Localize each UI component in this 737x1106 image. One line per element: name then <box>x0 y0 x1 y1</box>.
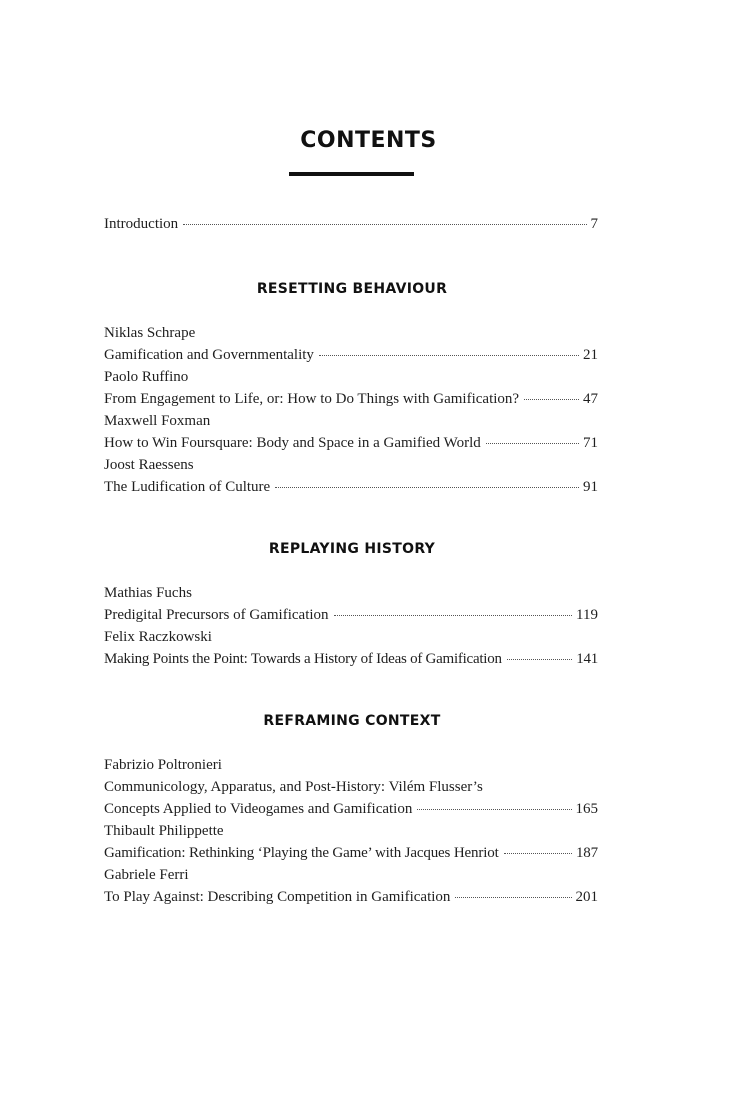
toc-entry[interactable] <box>104 648 598 670</box>
entry-author: Gabriele Ferri <box>104 867 189 883</box>
dot-leader <box>417 808 571 810</box>
dot-leader <box>183 223 586 225</box>
entry-author: Maxwell Foxman <box>104 413 211 429</box>
entry-title-line[interactable]: Communicology, Apparatus, and Post-History: Vilém Flusser’s <box>104 779 483 795</box>
entry-title: Gamification and Governmentality <box>104 347 314 363</box>
dot-leader <box>524 398 579 400</box>
toc-entry[interactable] <box>104 842 598 864</box>
page-number: 119 <box>576 607 598 623</box>
section-heading-replaying-history: REPLAYING HISTORY <box>268 541 436 557</box>
page-number: 71 <box>583 435 598 451</box>
entry-title: Gamification: Rethinking ‘Playing the Game’ with Jacques Henriot <box>104 845 499 861</box>
page-number: 141 <box>576 651 598 667</box>
entry-author: Fabrizio Poltronieri <box>104 757 222 773</box>
entry-author: Thibault Philippette <box>104 823 224 839</box>
page-number: 21 <box>583 347 598 363</box>
toc-entry-introduction[interactable] <box>104 213 598 235</box>
entry-title: To Play Against: Describing Competition in Gamification <box>104 889 451 905</box>
toc-entry[interactable] <box>104 344 598 366</box>
page-title: CONTENTS <box>300 128 437 153</box>
toc-entry[interactable] <box>104 388 598 410</box>
page-number: 187 <box>575 845 598 861</box>
entry-title: Concepts Applied to Videogames and Gamification <box>104 801 413 817</box>
dot-leader <box>507 658 573 660</box>
toc-entry[interactable] <box>104 476 598 498</box>
dot-leader <box>455 896 571 898</box>
dot-leader <box>319 354 579 356</box>
dot-leader <box>486 442 579 444</box>
entry-author: Mathias Fuchs <box>104 585 192 601</box>
page-number: 91 <box>583 479 598 495</box>
entry-author: Felix Raczkowski <box>104 629 212 645</box>
title-underline <box>289 172 414 176</box>
toc-entry[interactable] <box>104 432 598 454</box>
entry-author: Niklas Schrape <box>104 325 196 341</box>
page-number: 165 <box>575 801 598 817</box>
dot-leader <box>504 852 572 854</box>
page-number: 7 <box>590 216 598 232</box>
dot-leader <box>275 486 579 488</box>
entry-author: Joost Raessens <box>104 457 194 473</box>
page-number: 47 <box>583 391 598 407</box>
section-heading-resetting-behaviour: RESETTING BEHAVIOUR <box>256 281 448 297</box>
toc-entry[interactable] <box>104 798 598 820</box>
entry-title: How to Win Foursquare: Body and Space in a Gamified World <box>104 435 481 451</box>
section-heading-reframing-context: REFRAMING CONTEXT <box>263 713 441 729</box>
dot-leader <box>334 614 573 616</box>
entry-title: Making Points the Point: Towards a History of Ideas of Gamification <box>104 651 502 667</box>
entry-title: Predigital Precursors of Gamification <box>104 607 329 623</box>
entry-title: Introduction <box>104 216 179 232</box>
toc-entry[interactable] <box>104 886 598 908</box>
entry-title: The Ludification of Culture <box>104 479 271 495</box>
page-number: 201 <box>575 889 598 905</box>
entry-author: Paolo Ruffino <box>104 369 189 385</box>
entry-title: From Engagement to Life, or: How to Do Things with Gamification? <box>104 391 520 407</box>
toc-entry[interactable] <box>104 604 598 626</box>
